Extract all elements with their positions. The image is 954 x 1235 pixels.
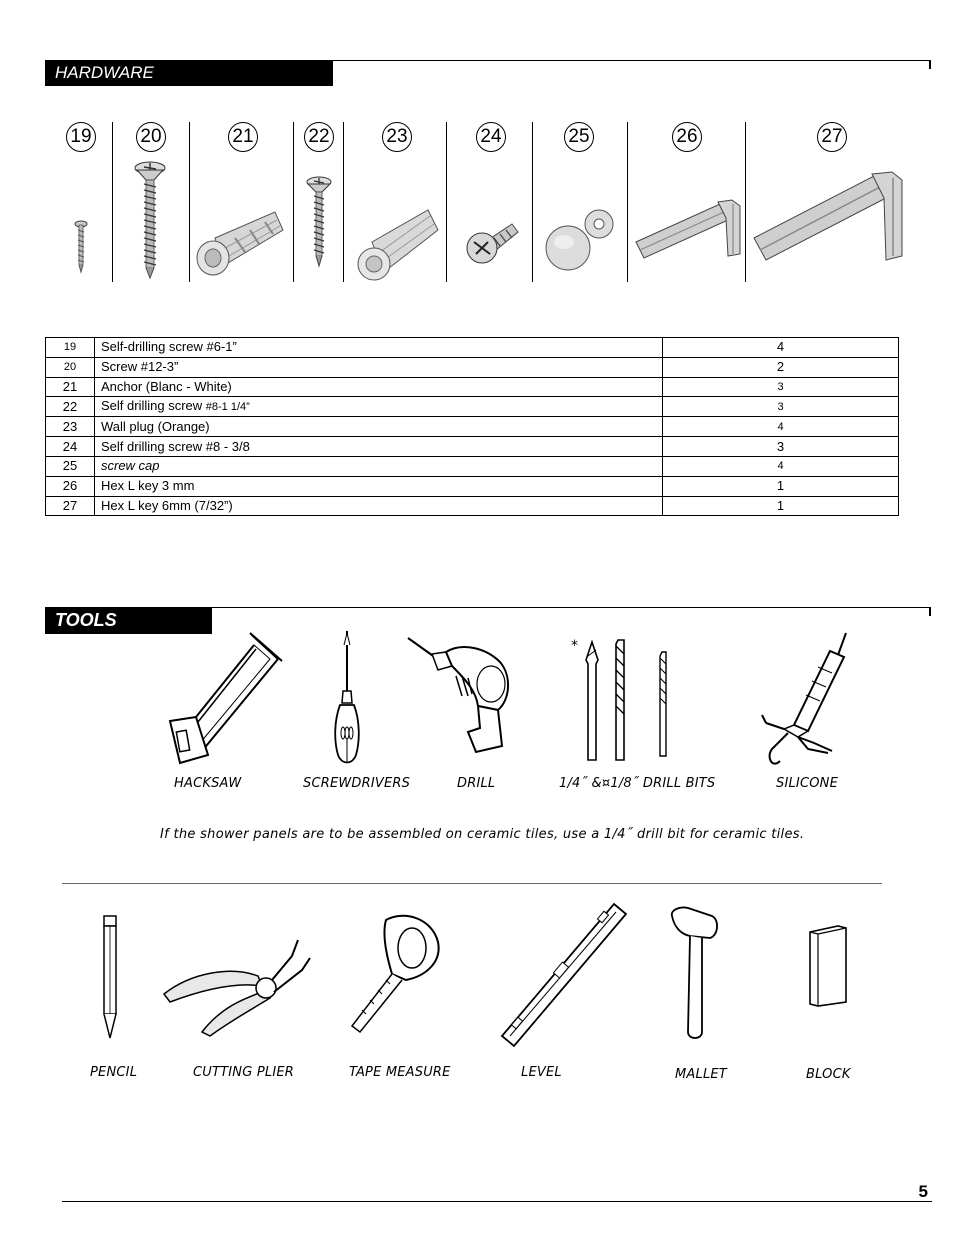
item-number-22: 22 [304,122,334,152]
hardware-divider [745,122,746,282]
plier-icon [162,936,312,1036]
tool-label-mallet: MALLET [675,1067,727,1082]
item-number: 25 [46,456,95,476]
tools-divider [62,883,882,884]
item-number-27: 27 [817,122,847,152]
item-number-25: 25 [564,122,594,152]
screw-cap-icon [542,204,620,274]
hardware-divider [627,122,628,282]
tool-label-cutting-plier: CUTTING PLIER [193,1065,295,1080]
ceramic-bit-asterisk: * [571,638,578,654]
item-description: screw cap [95,456,663,476]
item-description-size: #8-1 1/4” [205,401,250,414]
table-row [46,437,899,457]
tool-label-drill-bits: 1/4˝ &¤1/8˝ DRILL BITS [559,776,716,791]
tool-label-tape-measure: TAPE MEASURE [349,1065,451,1080]
wall-plug-icon [354,206,440,282]
item-description: Hex L key 3 mm [95,476,663,496]
tools-header-rule [212,607,931,608]
table-row [46,338,899,358]
hardware-divider [532,122,533,282]
small-screw-icon [72,220,90,275]
item-description [95,397,663,417]
item-number: 26 [46,476,95,496]
tools-title: TOOLS [55,610,117,630]
page-number: 5 [918,1182,928,1201]
item-number: 20 [46,357,95,377]
tools-header-tick [929,607,931,616]
item-quantity: 4 [663,338,899,358]
tool-label-block: BLOCK [806,1067,851,1082]
item-quantity: 4 [663,417,899,437]
item-quantity: 1 [663,496,899,516]
table-row [46,377,899,397]
medium-screw-icon [304,176,334,268]
item-quantity: 3 [663,377,899,397]
item-number: 27 [46,496,95,516]
tools-section-header [45,607,212,634]
item-number: 23 [46,417,95,437]
item-number-24: 24 [476,122,506,152]
item-number: 22 [46,397,95,417]
item-number: 24 [46,437,95,457]
item-number-21: 21 [228,122,258,152]
pencil-icon [100,914,120,1040]
long-screw-icon [132,160,168,280]
short-screw-icon [462,212,522,272]
drill-bits-icon [578,636,674,766]
anchor-icon [195,208,287,278]
table-row [46,496,899,516]
item-quantity: 1 [663,476,899,496]
table-row [46,476,899,496]
table-row [46,456,899,476]
ceramic-tile-note: If the shower panels are to be assembled on ceramic tiles, use a 1/4˝ drill bit for ceramic tiles. [160,827,805,842]
table-row [46,397,899,417]
hardware-divider [293,122,294,282]
item-number-20: 20 [136,122,166,152]
hardware-divider [189,122,190,282]
drill-icon [406,636,516,760]
item-description: Self drilling screw #8 - 3/8 [95,437,663,457]
table-row [46,357,899,377]
item-description: Hex L key 6mm (7/32”) [95,496,663,516]
footer-rule [62,1201,932,1202]
hacksaw-icon [166,631,282,767]
tool-label-level: LEVEL [521,1065,562,1080]
item-description: Self-drilling screw #6-1” [95,338,663,358]
hardware-section-header [45,60,333,86]
tool-label-silicone: SILICONE [776,776,839,791]
hardware-divider [446,122,447,282]
tool-label-pencil: PENCIL [90,1065,138,1080]
tape-measure-icon [346,910,442,1032]
item-description: Screw #12-3” [95,357,663,377]
table-row [46,417,899,437]
small-hex-key-icon [632,196,744,264]
large-hex-key-icon [750,170,908,266]
caulking-gun-icon [758,631,854,771]
mallet-icon [666,906,722,1044]
hardware-title: HARDWARE [55,63,154,82]
item-quantity: 3 [663,397,899,417]
item-number: 19 [46,338,95,358]
item-quantity: 3 [663,437,899,457]
screwdriver-icon [332,631,364,767]
hardware-header-rule [333,60,931,61]
hardware-divider [112,122,113,282]
item-number-26: 26 [672,122,702,152]
block-icon [806,924,850,1008]
tool-label-drill: DRILL [457,776,496,791]
item-quantity: 4 [663,456,899,476]
hardware-header-tick [929,60,931,69]
item-number: 21 [46,377,95,397]
item-description-main: Self drilling screw [101,398,206,414]
tool-label-hacksaw: HACKSAW [174,776,242,791]
item-description: Anchor (Blanc - White) [95,377,663,397]
hardware-table [45,337,899,516]
tool-label-screwdrivers: SCREWDRIVERS [303,776,411,791]
item-quantity: 2 [663,357,899,377]
item-number-19: 19 [66,122,96,152]
level-icon [498,902,628,1048]
item-number-23: 23 [382,122,412,152]
item-description: Wall plug (Orange) [95,417,663,437]
hardware-divider [343,122,344,282]
